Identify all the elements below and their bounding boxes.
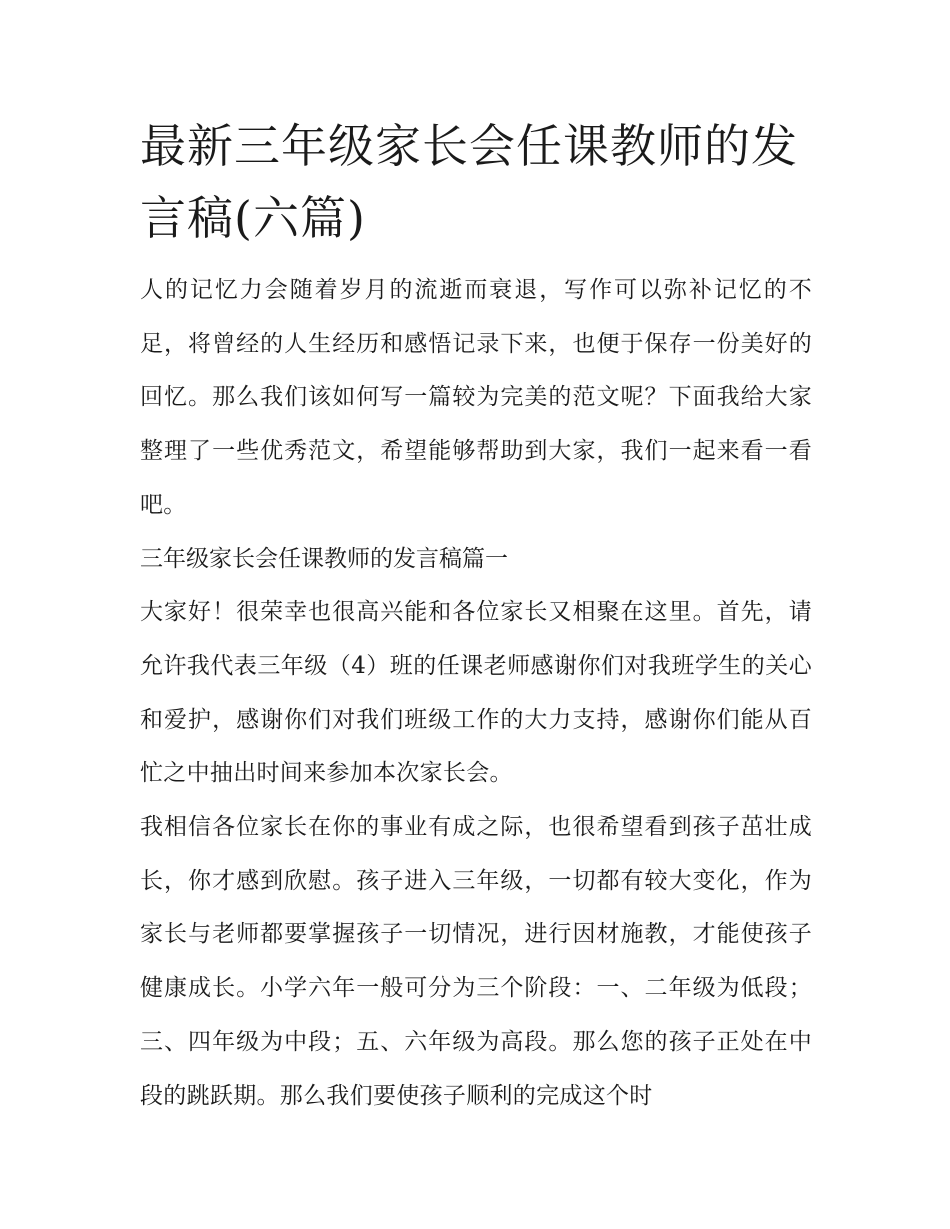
intro-paragraph: 人的记忆力会随着岁月的流逝而衰退，写作可以弥补记忆的不足，将曾经的人生经历和感悟记录下来，也便于保存一份美好的回忆。那么我们该如何写一篇较为完美的范文呢？下面我给大家整理了一些优秀范文，希望能够帮助到大家，我们一起来看一看吧。 [140, 277, 812, 518]
body-paragraph: 大家好！很荣幸也很高兴能和各位家长又相聚在这里。首先，请允许我代表三年级（4）班的任课老师感谢你们对我班学生的关心和爱护，感谢你们对我们班级工作的大力支持，感谢你们能从百忙之中抽出时间来参加本次家长会。 [140, 599, 812, 787]
document-title: 最新三年级家长会任课教师的发言稿(六篇) [140, 119, 798, 245]
document-page [140, 110, 812, 1123]
section-heading: 三年级家长会任课教师的发言稿篇一 [140, 545, 508, 572]
body-paragraph: 我相信各位家长在你的事业有成之际，也很希望看到孩子茁壮成长，你才感到欣慰。孩子进入三年级，一切都有较大变化，作为家长与老师都要掌握孩子一切情况，进行因材施教，才能使孩子健康成长。小学六年一般可分为三个阶段：一、二年级为低段；三、四年级为中段；五、六年级为高段。那么您的孩子正处在中段的跳跃期。那么我们要使孩子顺利的完成这个时 [140, 814, 812, 1109]
